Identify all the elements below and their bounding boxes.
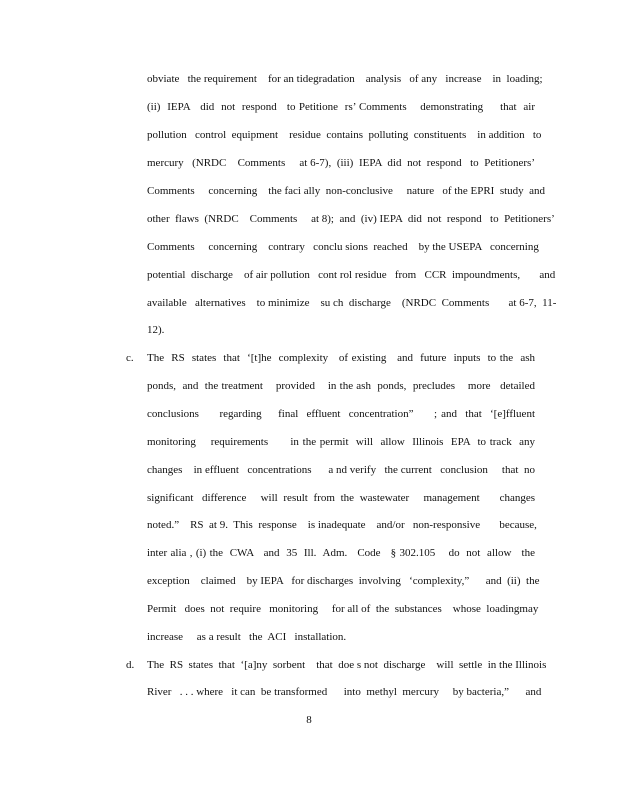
text-line: changes in effluent concentrations a nd verify the current conclusion that no bbox=[147, 464, 535, 476]
text-line: River . . . where it can be transformed into methyl mercury by bacteria,” and bbox=[147, 686, 542, 698]
text-line: Permit does not require monitoring for all of the substances whose loadingmay bbox=[147, 603, 539, 615]
text-line: ponds, and the treatment provided in the ash ponds, precludes more detailed bbox=[147, 380, 535, 392]
text-line: 12). bbox=[147, 324, 165, 336]
text-line: other flaws (NRDC Comments at 8); and (iv) IEPA did not respond to Petitioners’ bbox=[147, 213, 555, 225]
text-line: conclusions regarding final effluent concentration” ; and that ‘[e]ffluent bbox=[147, 408, 535, 420]
text-line: The RS states that ‘[t]he complexity of existing and future inputs to the ash bbox=[147, 352, 535, 364]
text-line: available alternatives to minimize su ch discharge (NRDC Comments at 6-7, 11- bbox=[147, 297, 557, 309]
text-line: Comments concerning the faci ally non-conclusive nature of the EPRI study and bbox=[147, 185, 546, 197]
text-line: monitoring requirements in the permit will allow Illinois EPA to track any bbox=[147, 436, 535, 448]
text-line: mercury (NRDC Comments at 6-7), (iii) IEPA did not respond to Petitioners’ bbox=[147, 157, 535, 169]
text-line: noted.” RS at 9. This response is inadequate and/or non-responsive because, bbox=[147, 519, 537, 531]
text-line: Comments concerning contrary conclu sions reached by the USEPA concerning bbox=[147, 241, 539, 253]
text-line: (ii) IEPA did not respond to Petitione rs’ Comments demonstrating that air bbox=[147, 101, 535, 113]
list-marker-c: c. bbox=[126, 352, 134, 364]
list-marker-d: d. bbox=[126, 659, 135, 671]
text-line: increase as a result the ACI installation. bbox=[147, 631, 347, 643]
text-line: obviate the requirement for an tidegradation analysis of any increase in loading; bbox=[147, 73, 543, 85]
text-line: pollution control equipment residue contains polluting constituents in addition to bbox=[147, 129, 542, 141]
page-number: 8 bbox=[306, 714, 312, 726]
text-line: potential discharge of air pollution cont rol residue from CCR impoundments, and bbox=[147, 269, 556, 281]
text-line: inter alia , (i) the CWA and 35 Ill. Adm. Code § 302.105 do not allow the bbox=[147, 547, 535, 559]
text-line: exception claimed by IEPA for discharges involving ‘complexity,” and (ii) the bbox=[147, 575, 540, 587]
text-line: The RS states that ‘[a]ny sorbent that doe s not discharge will settle in the Illinois bbox=[147, 659, 547, 671]
text-line: significant difference will result from the wastewater management changes bbox=[147, 492, 535, 504]
